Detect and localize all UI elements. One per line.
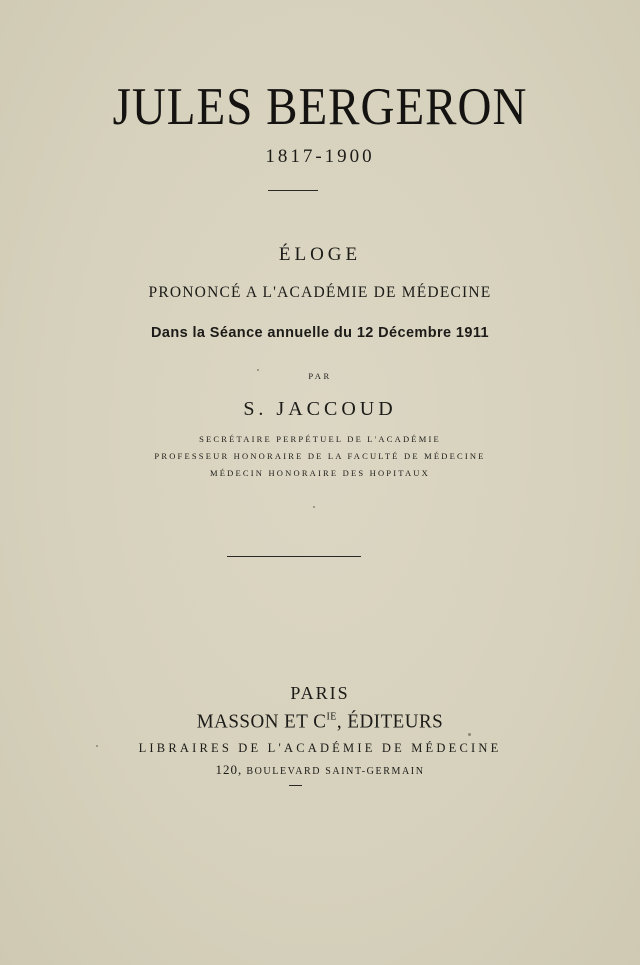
paper-speck xyxy=(257,369,259,371)
session-line: Dans la Séance annuelle du 12 Décembre 1911 xyxy=(151,325,489,341)
divider-rule-top xyxy=(268,190,318,191)
life-dates: 1817-1900 xyxy=(265,146,375,167)
paper-speck xyxy=(468,733,471,736)
address-street: BOULEVARD SAINT-GERMAIN xyxy=(246,766,425,777)
par-label: PAR xyxy=(308,371,332,381)
author-title-3: MÉDECIN HONORAIRE DES HOPITAUX xyxy=(210,468,430,478)
divider-rule-bottom xyxy=(289,785,302,786)
imprint-city: PARIS xyxy=(290,683,350,703)
publisher-name xyxy=(0,710,640,734)
address-number: 120, xyxy=(215,762,243,777)
paper-speck xyxy=(313,506,315,508)
publisher-name-superscript: IE xyxy=(326,710,337,723)
publisher-name-part2: , ÉDITEURS xyxy=(336,710,444,733)
publisher-address xyxy=(0,762,640,778)
publisher-name-part1: MASSON ET C xyxy=(196,710,327,733)
subtitle-eloge: ÉLOGE xyxy=(278,244,362,265)
book-title: JULES BERGERON xyxy=(112,77,528,137)
divider-rule-middle xyxy=(227,556,361,557)
author-name: S. JACCOUD xyxy=(243,398,397,420)
author-title-1: SECRÉTAIRE PERPÉTUEL DE L'ACADÉMIE xyxy=(199,434,441,444)
paper-speck xyxy=(96,745,98,747)
pronounced-line: PRONONCÉ A L'ACADÉMIE DE MÉDECINE xyxy=(148,284,492,301)
author-title-2: PROFESSEUR HONORAIRE DE LA FACULTÉ DE MÉDECINE xyxy=(154,451,486,461)
publisher-role: LIBRAIRES DE L'ACADÉMIE DE MÉDECINE xyxy=(138,741,502,755)
